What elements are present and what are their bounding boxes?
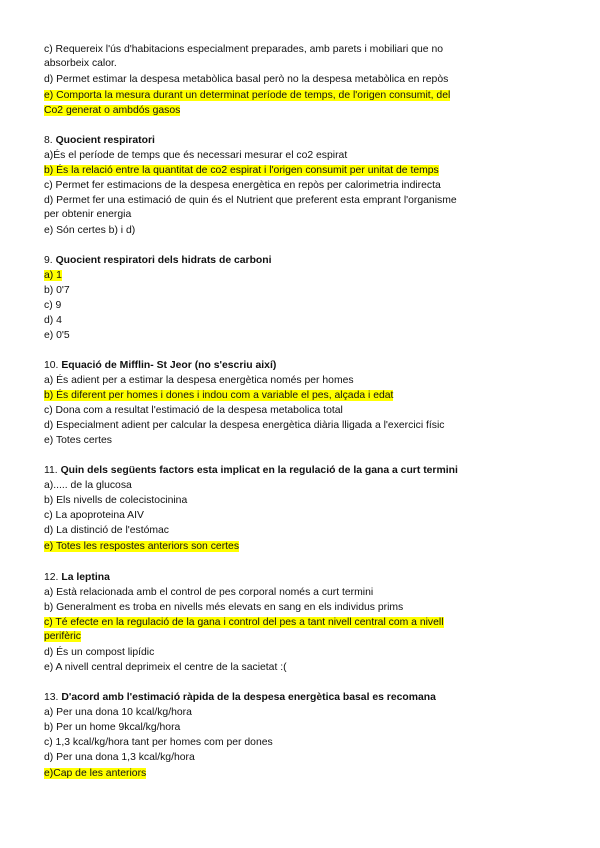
question-10-number: 10.: [44, 360, 62, 371]
q10-option-e: e) Totes certes: [44, 435, 112, 446]
q10-option-d: d) Especialment adient per calcular la despesa energètica diària lligada a l'exercici físic: [44, 420, 445, 431]
q9-option-e: e) 0'5: [44, 330, 70, 341]
q13-option-c: c) 1,3 kcal/kg/hora tant per homes com per dones: [44, 737, 273, 748]
q10-option-c: c) Dona com a resultat l'estimació de la despesa metabolica total: [44, 405, 343, 416]
q10-option-a: a) És adient per a estimar la despesa energètica només per homes: [44, 375, 354, 386]
question-10-title: Equació de Mifflin- St Jeor (no s'escriu així): [61, 360, 277, 371]
question-13-heading: [44, 691, 436, 705]
question-8-title: Quocient respiratori: [55, 135, 155, 146]
question-12-title: La leptina: [61, 572, 110, 583]
q8-option-b-highlighted: b) És la relació entre la quantitat de co2 espirat i l'origen consumit per unitat de temps: [44, 165, 439, 176]
option-d: d) Permet estimar la despesa metabòlica basal però no la despesa metabòlica en repòs: [44, 74, 449, 85]
q12-option-c-line1-highlighted: c) Té efecte en la regulació de la gana i control del pes a tant nivell central com a nivell: [44, 617, 444, 628]
q12-option-e: e) A nivell central deprimeix el centre de la sacietat :(: [44, 662, 287, 673]
q8-option-d-line1: d) Permet fer una estimació de quin és el Nutrient que preferent esta emprant l'organisme: [44, 195, 457, 206]
q12-option-d: d) És un compost lipídic: [44, 647, 155, 658]
q11-option-e-highlighted: e) Totes les respostes anteriors son certes: [44, 541, 240, 552]
question-8-heading: [44, 134, 155, 148]
option-e-line2-highlighted: Co2 generat o ambdós gasos: [44, 105, 181, 116]
option-e-line1-highlighted: e) Comporta la mesura durant un determinat període de temps, de l'origen consumit, del: [44, 90, 451, 101]
q9-option-a-highlighted: a) 1: [44, 270, 62, 281]
question-12-heading: [44, 571, 110, 585]
q8-option-c: c) Permet fer estimacions de la despesa energètica en repòs per calorimetria indirecta: [44, 180, 441, 191]
q12-option-b: b) Generalment es troba en nivells més elevats en sang en els individus prims: [44, 602, 404, 613]
question-13-title: D'acord amb l'estimació ràpida de la despesa energètica basal es recomana: [61, 692, 436, 703]
q11-option-b: b) Els nivells de colecistocinina: [44, 495, 188, 506]
question-10-heading: [44, 359, 276, 373]
option-c-line1: c) Requereix l'ús d'habitacions especialment preparades, amb parets i mobiliari que no: [44, 44, 444, 55]
q11-option-a: a)..... de la glucosa: [44, 480, 132, 491]
q8-option-a: a)És el període de temps que és necessari mesurar el co2 espirat: [44, 150, 348, 161]
question-11-number: 11.: [44, 465, 61, 476]
question-9-number: 9.: [44, 255, 56, 266]
option-c-line2: absorbeix calor.: [44, 58, 117, 69]
q9-option-d: d) 4: [44, 315, 62, 326]
q11-option-c: c) La apoproteina AIV: [44, 510, 144, 521]
q12-option-c-line2-highlighted: perifèric: [44, 631, 81, 642]
q12-option-a: a) Està relacionada amb el control de pes corporal només a curt termini: [44, 587, 374, 598]
question-11-title: Quin dels següents factors esta implicat en la regulació de la gana a curt termini: [60, 465, 458, 476]
q13-option-d: d) Per una dona 1,3 kcal/kg/hora: [44, 752, 195, 763]
q11-option-d: d) La distinció de l'estómac: [44, 525, 170, 536]
q8-option-d-line2: per obtenir energia: [44, 209, 132, 220]
q8-option-e: e) Són certes b) i d): [44, 225, 136, 236]
q9-option-c: c) 9: [44, 300, 62, 311]
q13-option-a: a) Per una dona 10 kcal/kg/hora: [44, 707, 192, 718]
question-8-number: 8.: [44, 135, 56, 146]
question-13-number: 13.: [44, 692, 62, 703]
q13-option-b: b) Per un home 9kcal/kg/hora: [44, 722, 181, 733]
q9-option-b: b) 0'7: [44, 285, 70, 296]
q10-option-b-highlighted: b) És diferent per homes i dones i indou com a variable el pes, alçada i edat: [44, 390, 394, 401]
question-9-heading: [44, 254, 272, 268]
question-12-number: 12.: [44, 572, 62, 583]
question-11-heading: [44, 464, 458, 478]
question-9-title: Quocient respiratori dels hidrats de carboni: [55, 255, 272, 266]
q13-option-e-highlighted: e)Cap de les anteriors: [44, 768, 147, 779]
